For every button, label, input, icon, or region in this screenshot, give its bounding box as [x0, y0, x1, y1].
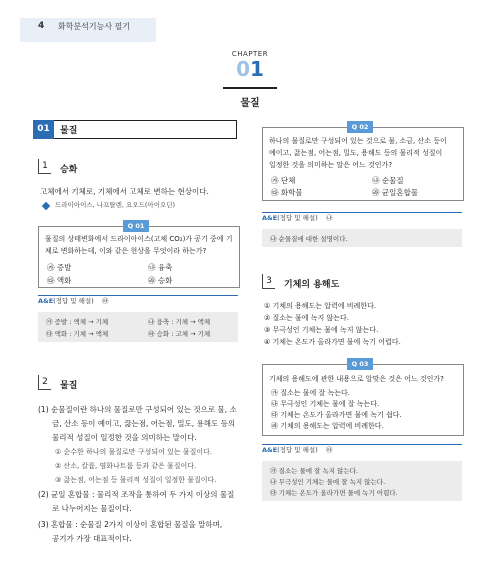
question-2-option: ㉯ 순물질: [372, 176, 404, 185]
answer-3-line: ㉯ 무극성인 기체는 물에 잘 녹지 않는다.: [270, 478, 386, 486]
answer-1-box: [38, 312, 238, 342]
question-3-option: ㉰ 기체는 온도가 올라가면 물에 녹기 쉽다.: [271, 411, 402, 419]
question-2-line-3: 일정한 것을 의미하는 말은 어느 것인가?: [269, 161, 393, 169]
chapter-number-digit: 1: [250, 57, 264, 81]
gas-solubility-item: ③ 무극성인 기체는 물에 녹지 않는다.: [264, 326, 379, 334]
homogeneous-mixture-line: 로 나누어지는 물질이다.: [52, 504, 132, 513]
answer-3-mark: ㉱: [325, 446, 333, 454]
question-3-option: ㉮ 질소는 물에 잘 녹는다.: [271, 389, 350, 397]
answer-1-label-sub: (정답 및 해설): [53, 297, 94, 305]
answer-1-line: ㉰ 액화 : 기체 → 액체: [46, 330, 109, 338]
answer-1-mark: ㉱: [101, 297, 109, 305]
subsection-1-number: 1: [38, 159, 51, 174]
answer-2-box: [262, 229, 462, 247]
answer-3-header: [262, 444, 462, 457]
answer-3-label-sub: (정답 및 해설): [277, 446, 318, 454]
question-1-option: ㉱ 승화: [148, 276, 173, 285]
pure-substance-note: ② 산소, 칼륨, 염화나트륨 등과 같은 물질이다.: [55, 462, 197, 470]
question-1-tag: Q 01: [123, 220, 149, 232]
gas-solubility-item: ① 기체의 용해도는 압력에 비례한다.: [264, 302, 377, 310]
question-1-option: ㉯ 융축: [148, 263, 173, 272]
answer-3-label: A&E: [262, 446, 278, 454]
subsection-3-title: 기체의 용해도: [284, 280, 340, 290]
mixture-line: 공기가 가장 대표적이다.: [52, 534, 132, 543]
pure-substance-note: ③ 끓는점, 어는점 등 물리적 성질이 일정한 물질이다.: [55, 476, 217, 484]
question-2-tag: Q 02: [347, 121, 373, 133]
pure-substance-para-line: 물리적 성질이 일정한 것을 의미하는 말이다.: [52, 433, 197, 442]
section-number: 01: [33, 120, 54, 139]
answer-1-label: A&E: [38, 297, 54, 305]
section-title: 물질: [60, 126, 78, 136]
sublimation-definition: 고체에서 기체로, 기체에서 고체로 변하는 현상이다.: [40, 187, 209, 196]
answer-2-line: ㉯ 순물질에 대한 설명이다.: [270, 235, 348, 243]
question-1-option: ㉮ 증발: [47, 263, 72, 272]
subsection-1-title: 승화: [60, 165, 78, 175]
chapter-title: 물질: [240, 98, 260, 109]
book-title: 화학분석기능사 필기: [58, 22, 131, 31]
answer-2-label: A&E: [262, 214, 278, 222]
question-3-option: ㉱ 기체의 용해도는 압력에 비례한다.: [271, 422, 384, 430]
answer-1-line: ㉱ 승화 : 고체 → 기체: [148, 330, 211, 338]
question-2-option: ㉰ 화학물: [271, 188, 303, 197]
pure-substance-para-line: 금, 산소 등이 예이고, 끓는점, 어는점, 밀도, 용해도 등의: [52, 419, 236, 428]
question-1-line-2: 체로 변화하는데, 이와 같은 현상을 무엇이라 하는가?: [45, 247, 207, 255]
chapter-number: [0, 58, 500, 80]
sublimation-examples: 드라이아이스, 나프탈렌, 요오드(아이오딘): [55, 201, 176, 209]
homogeneous-mixture-line: (2) 균일 혼합물 : 물리적 조작을 통하여 두 가지 이상의 물질: [38, 490, 235, 499]
page-number: 4: [38, 21, 45, 31]
subsection-3-number: 3: [262, 274, 275, 289]
pure-substance-note: ① 순수한 하나의 물질로만 구성되어 있는 물질이다.: [55, 448, 213, 456]
answer-3-box: [262, 461, 462, 501]
chapter-number-prefix: 0: [236, 57, 250, 81]
subsection-2-number: 2: [38, 375, 51, 390]
pure-substance-para-line: (1) 순물질이란 하나의 물질로만 구성되어 있는 것으로 물, 소: [38, 405, 237, 414]
question-3-tag: Q 03: [347, 358, 373, 370]
question-2-line-1: 하나의 물질로만 구성되어 있는 것으로 물, 소금, 산소 등이: [269, 137, 447, 145]
question-1-line-1: 물질의 상태변화에서 드라이아이스(고체 CO₂)가 공기 중에 기: [45, 235, 233, 243]
question-2-option: ㉮ 단체: [271, 176, 296, 185]
question-2-line-2: 예이고, 끓는점, 어는점, 밀도, 용해도 등의 물리적 성질이: [269, 149, 443, 157]
example-bullet-icon: [42, 202, 50, 210]
question-1-option: ㉰ 액화: [47, 276, 72, 285]
answer-1-header: [38, 295, 238, 308]
answer-2-label-sub: (정답 및 해설): [277, 214, 318, 222]
chapter-label: CHAPTER: [231, 50, 269, 58]
subsection-2-title: 물질: [60, 381, 78, 391]
answer-2-header: [262, 212, 462, 225]
answer-1-line: ㉯ 융축 : 기체 → 액체: [148, 318, 211, 326]
mixture-line: (3) 혼합물 : 순물질 2가지 이상이 혼합된 물질을 말하며,: [38, 520, 223, 529]
question-3-option: ㉯ 무극성인 기체는 물에 잘 녹는다.: [271, 400, 380, 408]
chapter-divider: [223, 87, 277, 89]
question-2-option: ㉱ 균일혼합물: [372, 188, 419, 197]
answer-3-line: ㉰ 기체는 온도가 올라가면 물에 녹기 어렵다.: [270, 489, 398, 497]
gas-solubility-item: ④ 기체는 온도가 올라가면 물에 녹기 어렵다.: [264, 338, 401, 346]
answer-1-line: ㉮ 증발 : 액체 → 기체: [46, 318, 109, 326]
answer-2-mark: ㉯: [325, 214, 333, 222]
question-3-line-1: 기체의 용해도에 관한 내용으로 알맞은 것은 어느 것인가?: [269, 375, 444, 383]
answer-3-line: ㉮ 질소는 물에 잘 녹지 않는다.: [270, 467, 358, 475]
gas-solubility-item: ② 질소는 물에 녹지 않는다.: [264, 314, 350, 322]
